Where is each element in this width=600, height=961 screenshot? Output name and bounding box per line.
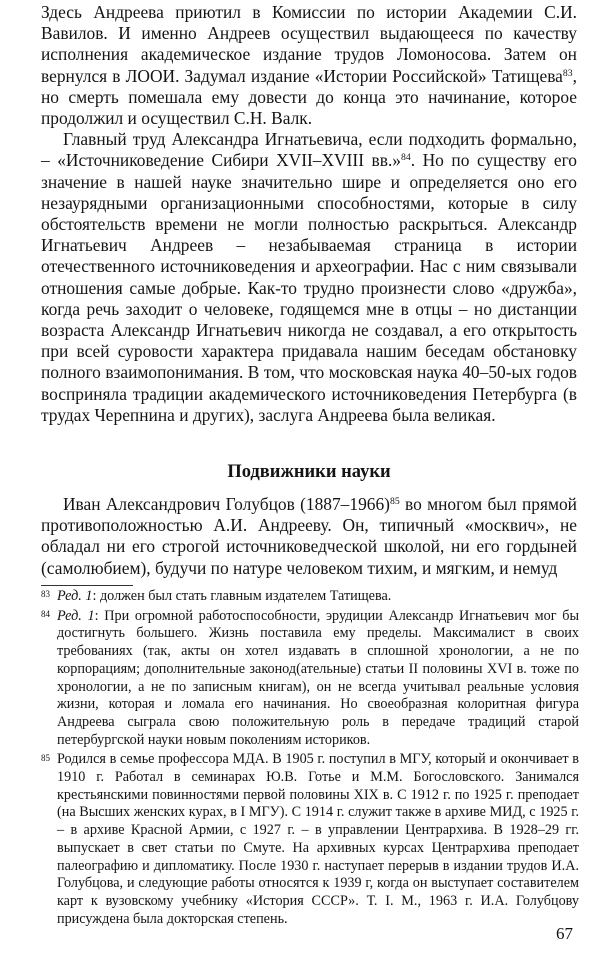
footnote-lead: Ред. 1 <box>57 588 93 604</box>
paragraph-1 <box>41 2 577 129</box>
paragraph-3 <box>41 494 577 579</box>
paragraph-2-text: Главный труд Александра Игнатьевича, если подходить формально, – «Источниковедение Сибири XVII–XVIII вв.» <box>41 129 577 171</box>
footnote-number: 83 <box>41 589 50 600</box>
paragraph-3-tail: во многом был прямой противоположностью А.И. Андрееву. Он, типичный «москвич», не обладал ни его строгой источниковедческой школой, ни его гордыней (самолюбием), будучи по натуре человеком тихим, и мягким, и немуд <box>41 494 577 578</box>
footnote-ref-85[interactable]: 85 <box>389 495 400 507</box>
main-text <box>41 2 577 426</box>
footnote-83 <box>41 588 579 606</box>
section-heading: Подвижники науки <box>227 462 391 482</box>
footnote-text: Родился в семье профессора МДА. В 1905 г. поступил в МГУ, который и окончивает в 1910 г. Работал в семинарах Ю.В. Готье и М.М. Богословского. Занимался крестьянскими повинностями первой половины XIX в. С 1912 г. по 1925 г. преподает (на Высших женских курах, в I МГУ). С 1914 г. служит также в архиве МИД, с 1925 г. – в архиве Красной Армии, с 1927 г. – в управлении Центрархива. В 1928–29 гг. выпускает в свет статьи по Смуте. На архивных курсах Центрархива преподает палеографию и дипломатику. После 1930 г. наступает перерыв в издании трудов И.А. Голубцова, и следующие работы относятся к 1939 г, когда он выступает составителем карт к вузовскому учебнику «История СССР». Т. I. М., 1963 г. И.А. Голубцову присуждена была докторская степень. <box>57 751 579 927</box>
paragraph-1-tail: , но смерть помешала ему довести до конца это начинание, которое продолжил и осуществил С.Н. Валк. <box>41 65 577 129</box>
page-number: 67 <box>556 924 573 943</box>
paragraph-1-text: Здесь Андреева приютил в Комиссии по истории Академии С.И. Вавилов. И именно Андреев осуществил выдающееся по качеству исполнения академическое издание трудов Ломоносова. Затем он вернулся в ЛООИ. Задумал издание «Истории Российской» Татищева <box>41 2 577 86</box>
paragraph-2-tail: . Но по существу его значение в нашей науке значительно шире и определяется оно его незаурядными организационными способностями, которые в силу обстоятельств времени не могли полностью раскрыться. Александр Игнатьевич Андреев – незабываемая страница в истории отечественного источниковедения и археографии. Нас с ним связывали отношения самые добрые. Как-то трудно произнести слово «дружба», когда речь заходит о человеке, годящемся мне в отцы – но дистанции возраста Александр Игнатьевич никогда не создавал, а его открытость при всей суровости характера придавала нашим беседам обстановку полного взаимопонимания. В том, что московская наука 40–50-ых годов восприняла традиции академического источниковедения Петербурга (в трудах Черепнина и других), заслуга Андреева была великая. <box>41 150 577 425</box>
main-text-2 <box>41 494 577 579</box>
footnotes <box>41 588 579 930</box>
footnote-ref-83[interactable]: 83 <box>562 67 573 79</box>
footnote-number: 84 <box>41 608 50 619</box>
footnote-ref-84[interactable]: 84 <box>401 152 411 164</box>
footnote-lead: Ред. 1 <box>57 607 95 624</box>
footnote-84 <box>41 608 579 750</box>
paragraph-3-head: Иван Александрович Голубцов (1887–1966) <box>63 494 390 514</box>
paragraph-2 <box>41 129 577 426</box>
footnote-text: : должен был стать главным издателем Татищева. <box>92 588 392 604</box>
footnote-number: 85 <box>41 752 50 763</box>
footnote-text: : При огромной работоспособности, эрудиции Александр Игнатьевич мог бы достигнуть большего. Жизнь поставила ему пределы. Максималист в своих требованиях (так, акты он хотел издавать в сплошной хронологии, а не по корпорациям; дополнительные законод(ательные) статьи II половины XVI в. тоже по хронологии, а не по записным книгам), он не всегда учитывал реальные условия жизни, которая и ломала его начинания. Но своеобразная колоритная фигура Андреева сыграла свою положительную роль в передаче традиций старой петербургской науки новым поколениям историков. <box>57 607 579 748</box>
footnote-divider <box>41 585 133 586</box>
footnote-85 <box>41 751 579 928</box>
